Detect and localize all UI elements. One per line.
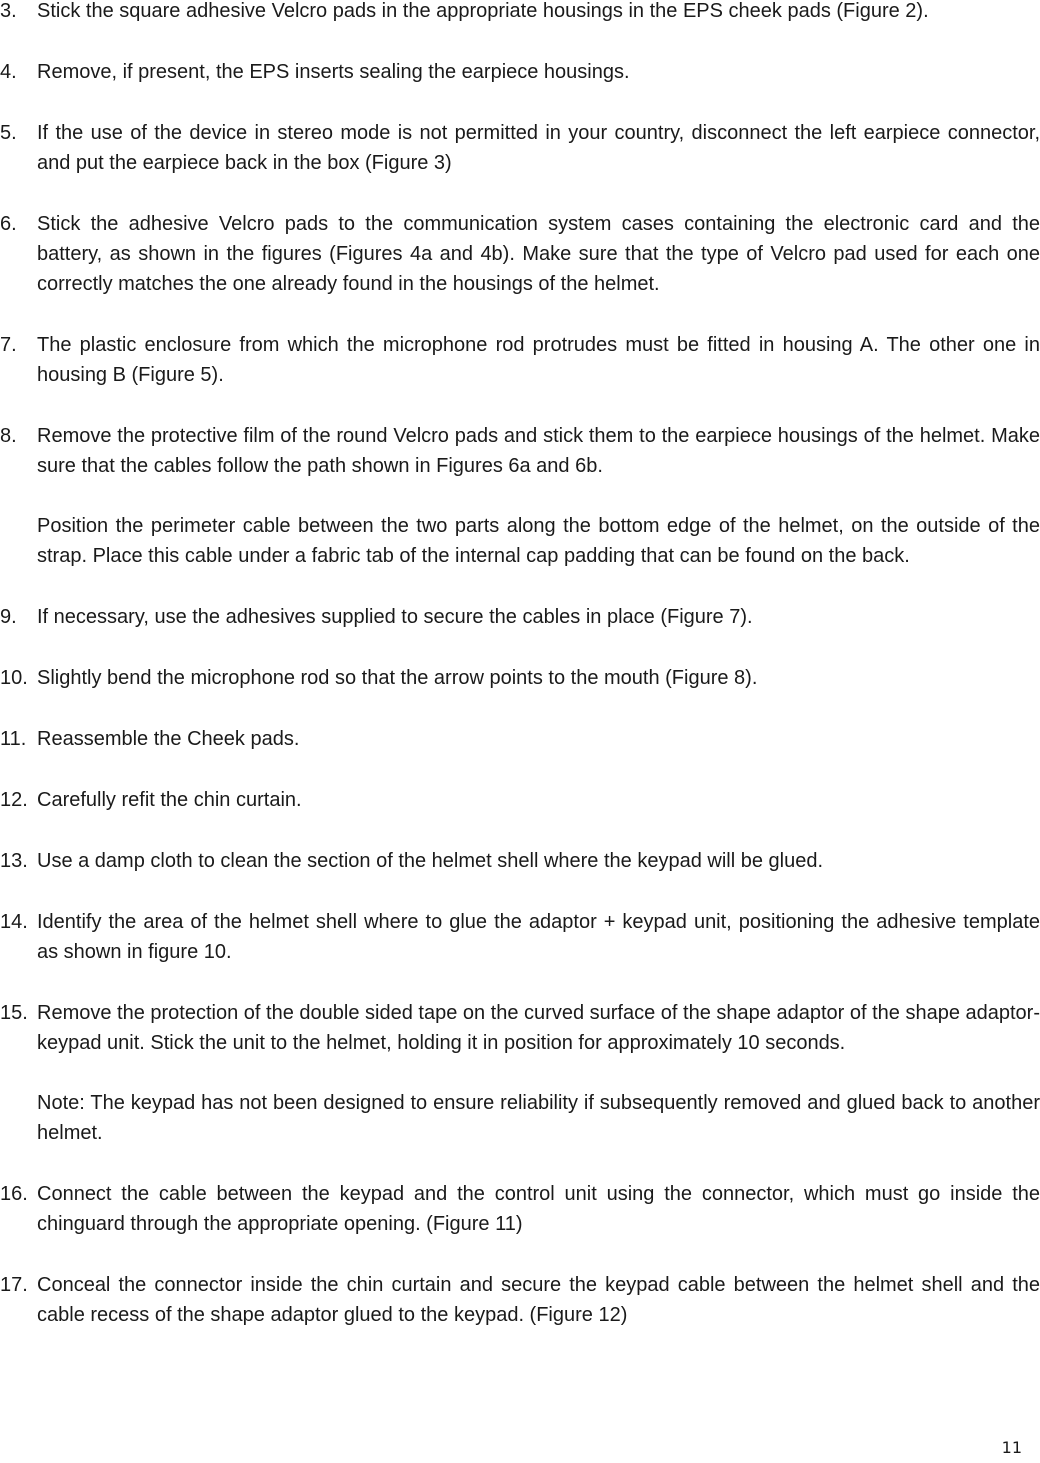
item-number: 3. [0,0,17,22]
item-number: 11. [0,728,27,750]
item-paragraph: Stick the adhesive Velcro pads to the communication system cases containing the electronic card and the battery, as shown in the figures (Figures 4a and 4b). Make sure that the type of Velcro pad used for each one correctly matches the one already found in the housings of the helmet. [37,213,1040,295]
list-item [0,846,1040,876]
item-paragraph: Note: The keypad has not been designed to ensure reliability if subsequently removed and glued back to another helmet. [37,1092,1040,1144]
item-body [37,0,1040,26]
list-item [0,209,1040,299]
item-number: 13. [0,850,28,872]
page-number: 11 [1001,1438,1022,1457]
item-paragraph: Reassemble the Cheek pads. [37,728,300,750]
item-number: 6. [0,213,17,235]
item-paragraph: If necessary, use the adhesives supplied to secure the cables in place (Figure 7). [37,606,753,628]
item-body [37,209,1040,299]
item-body [37,846,1040,876]
list-item [0,785,1040,815]
list-item [0,57,1040,87]
item-paragraph: Identify the area of the helmet shell where to glue the adaptor + keypad unit, positioning the adhesive template as shown in figure 10. [37,911,1040,963]
list-item [0,118,1040,178]
list-item [0,1270,1040,1330]
item-number: 4. [0,61,17,83]
item-number: 12. [0,789,28,811]
item-paragraph: Remove the protection of the double sided tape on the curved surface of the shape adaptor of the shape adaptor-keypad unit. Stick the unit to the helmet, holding it in position for approximately 10 seconds. [37,1002,1040,1054]
item-body [37,57,1040,87]
list-item [0,907,1040,967]
list-item [0,421,1040,571]
list-item [0,602,1040,632]
item-paragraph: Position the perimeter cable between the two parts along the bottom edge of the helmet, on the outside of the strap. Place this cable under a fabric tab of the internal cap padding that can be found on the back. [37,515,1040,567]
item-paragraph: Remove, if present, the EPS inserts sealing the earpiece housings. [37,61,630,83]
item-body [37,1179,1040,1239]
item-number: 10. [0,667,28,689]
item-number: 16. [0,1183,28,1205]
item-paragraph: Connect the cable between the keypad and the control unit using the connector, which must go inside the chinguard through the appropriate opening. (Figure 11) [37,1183,1040,1235]
list-item [0,724,1040,754]
list-item [0,663,1040,693]
item-paragraph: Carefully refit the chin curtain. [37,789,302,811]
list-item [0,0,1040,26]
list-item [0,998,1040,1148]
item-body [37,1270,1040,1330]
item-body [37,602,1040,632]
item-paragraph: Slightly bend the microphone rod so that the arrow points to the mouth (Figure 8). [37,667,758,689]
item-body [37,330,1040,390]
item-number: 14. [0,911,28,933]
item-number: 5. [0,122,17,144]
list-item [0,330,1040,390]
item-number: 9. [0,606,17,628]
item-number: 17. [0,1274,28,1296]
item-paragraph: Stick the square adhesive Velcro pads in the appropriate housings in the EPS cheek pads (Figure 2). [37,0,929,22]
list-item [0,1179,1040,1239]
item-paragraph: The plastic enclosure from which the microphone rod protrudes must be fitted in housing A. The other one in housing B (Figure 5). [37,334,1040,386]
item-body [37,724,1040,754]
item-number: 8. [0,425,17,447]
item-paragraph: If the use of the device in stereo mode is not permitted in your country, disconnect the left earpiece connector, and put the earpiece back in the box (Figure 3) [37,122,1040,174]
item-body [37,907,1040,967]
item-body [37,421,1040,571]
item-body [37,118,1040,178]
item-paragraph: Conceal the connector inside the chin curtain and secure the keypad cable between the helmet shell and the cable recess of the shape adaptor glued to the keypad. (Figure 12) [37,1274,1040,1326]
item-body [37,663,1040,693]
item-paragraph: Use a damp cloth to clean the section of the helmet shell where the keypad will be glued. [37,850,824,872]
item-number: 7. [0,334,17,356]
item-body [37,998,1040,1148]
item-paragraph: Remove the protective film of the round Velcro pads and stick them to the earpiece housings of the helmet. Make sure that the cables follow the path shown in Figures 6a and 6b. [37,425,1040,477]
item-body [37,785,1040,815]
item-number: 15. [0,1002,28,1024]
